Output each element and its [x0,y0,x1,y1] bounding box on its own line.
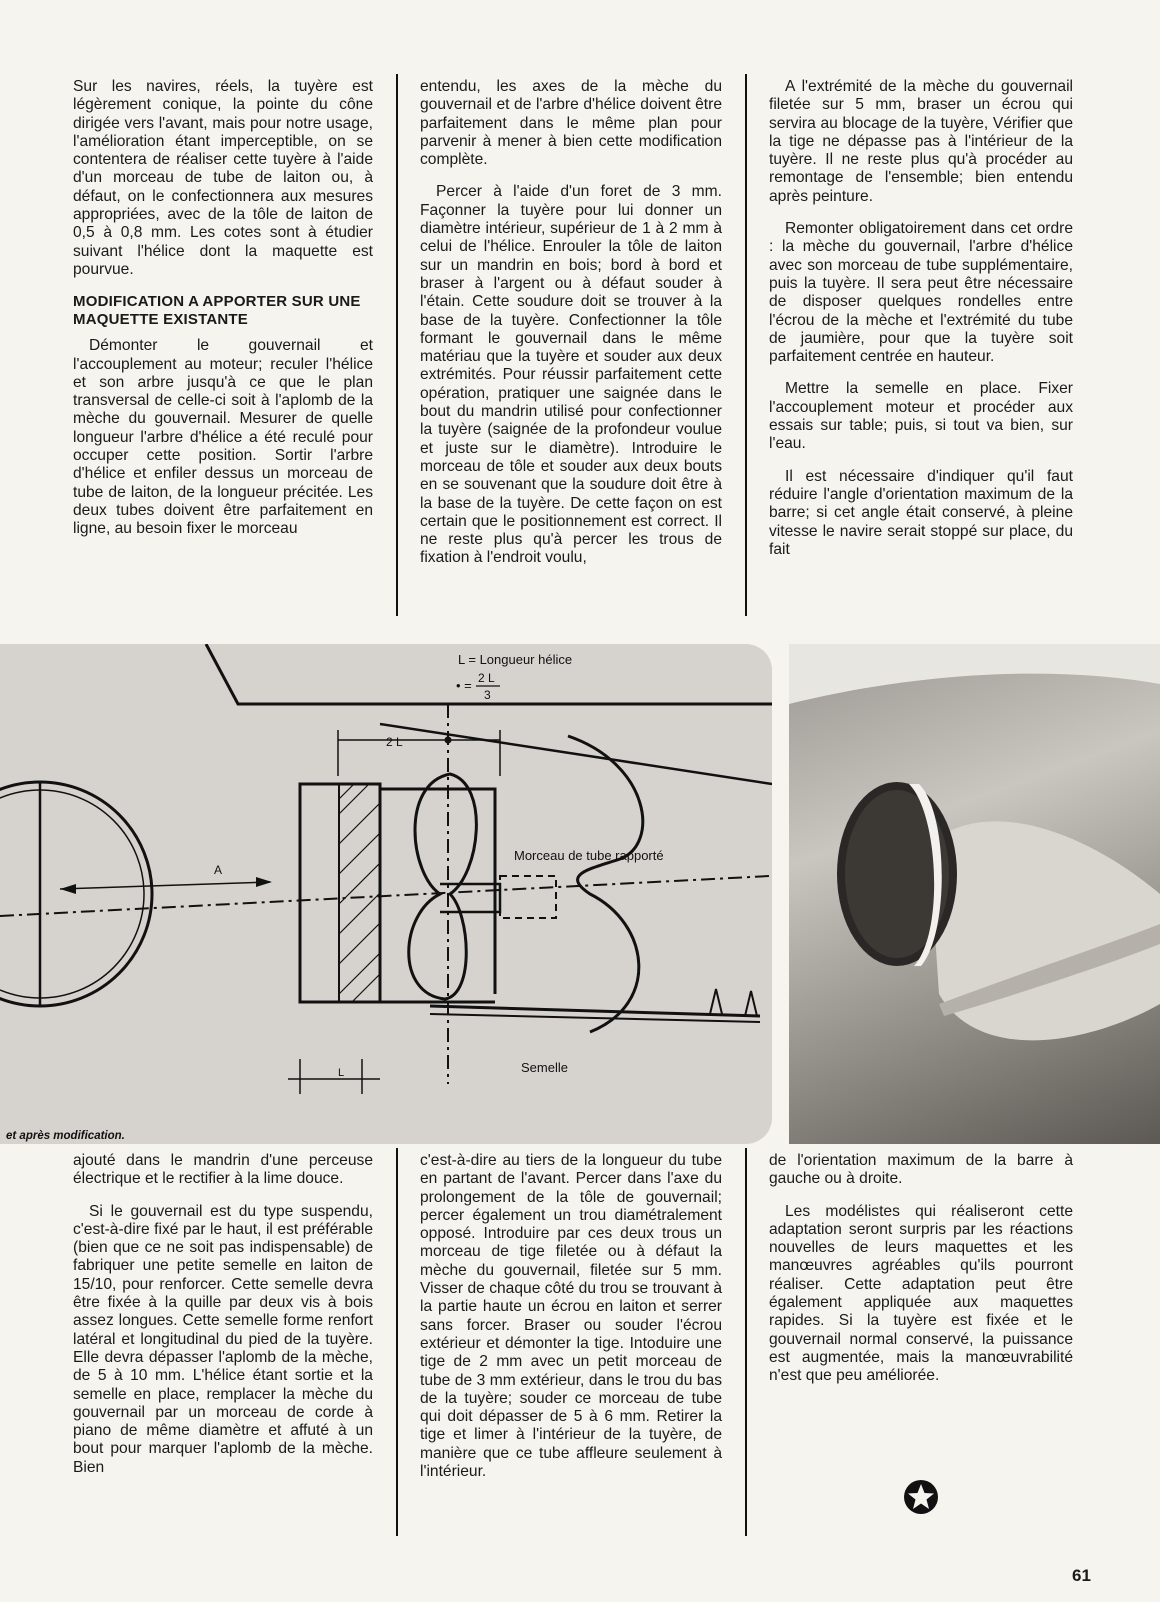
nozzle-photo-drawing [789,644,1160,1144]
technical-drawing [0,644,772,1144]
page-number: 61 [1072,1566,1091,1585]
nozzle-photo [789,644,1160,1144]
paragraph: Les modélistes qui réaliseront cette adaptation seront surpris par les réactions nouvelles de leurs maquettes et les manœuvres agréables qu'ils pourront réaliser. Cette adaptation peut être également appliquée aux maquettes rapides. Si la tuyère est fixée et le gouvernail normal conservé, la puissance est augmentée, mais la manœuvrabilité n'est que peu améliorée. [769,1202,1073,1385]
label-fraction-den: 3 [484,688,491,702]
label-dot-ratio: • = [456,678,472,693]
drawing-svg [0,644,772,1144]
paragraph: Mettre la semelle en place. Fixer l'accouplement moteur et procéder aux essais sur table; puis, si tout va bien, sur l'eau. [769,380,1073,453]
label-dim-2l: 2 L [386,735,403,749]
label-added-tube: Morceau de tube rapporté [514,848,664,863]
column-5 [420,1152,722,1495]
column-rule [745,74,747,616]
label-semelle: Semelle [521,1060,568,1075]
figure-caption: et après modification. [6,1130,125,1142]
paragraph: de l'orientation maximum de la barre à gauche ou à droite. [769,1152,1073,1188]
column-rule [396,1148,398,1536]
label-length: L = Longueur hélice [458,652,573,667]
label-dim-a: A [214,863,223,877]
paragraph: Percer à l'aide d'un foret de 3 mm. Façonner la tuyère pour lui donner un diamètre intérieur, supérieur de 1 à 2 mm à celui de l'hélice. Enrouler la tôle de laiton sur un mandrin en bois; bord à bord et braser à l'argent ou à défaut souder à l'étain. Cette soudure doit se trouver à la base de la tuyère. Confectionner la tôle formant le gouvernail dans le même matériau que la tuyère et souder aux deux extrémités. Pour réussir parfaitement cette opération, pratiquer une saignée dans le bout du mandrin utilisé pour confectionner la tuyère (saignée de la profondeur voulue et juste sur le diamètre). Introduire le morceau de tôle et souder aux deux bouts en se souvenant que la soudure doit être à la base de la tuyère. De cette façon on est certain que le positionnement est correct. Il ne reste plus qu'à percer les trous de fixation à l'endroit voulu, [420,183,722,567]
column-3 [769,78,1073,573]
paragraph: ajouté dans le mandrin d'une perceuse électrique et le rectifier à la lime douce. [73,1152,373,1188]
paragraph: Il est nécessaire d'indiquer qu'il faut réduire l'angle d'orientation maximum de la barre; si cet angle était conservé, à pleine vitesse le navire serait stoppé sur place, du fait [769,467,1073,558]
paragraph: Remonter obligatoirement dans cet ordre : la mèche du gouvernail, l'arbre d'hélice avec son morceau de tube supplémentaire, puis la tuyère. Il sera peut être nécessaire de disposer quelques rondelles entre l'écrou de la mèche et l'extrémité du tube de jaumière, pour que la tuyère soit parfaitement centrée en hauteur. [769,220,1073,366]
column-rule [396,74,398,616]
label-dim-l: L [338,1067,345,1079]
column-6 [769,1152,1073,1400]
star-in-circle-icon [903,1479,939,1520]
column-1 [73,78,373,553]
paragraph: Démonter le gouvernail et l'accouplement au moteur; reculer l'hélice et son arbre jusqu'à ce que le plan transversal de celle-ci soit à l'aplomb de la mèche du gouvernail. Mesurer de quelle longueur l'arbre d'hélice a été reculé pour occuper cette position. Sortir l'arbre d'hélice et enfiler dessus un morceau de tube de laiton, de la longueur précitée. Les deux tubes doivent être parfaitement en ligne, au besoin fixer le morceau [73,337,373,538]
column-2 [420,78,722,582]
paragraph: A l'extrémité de la mèche du gouvernail filetée sur 5 mm, braser un écrou qui servira au blocage de la tuyère, Vérifier que la tige ne dépasse pas à l'intérieur de la tuyère. Il ne reste plus qu'à procéder au remontage de l'ensemble; bien entendu après peinture. [769,78,1073,205]
paragraph: c'est-à-dire au tiers de la longueur du tube en partant de l'avant. Percer dans l'axe du prolongement de la tôle de gouvernail; percer également un trou diamétralement opposé. Introduire par ces deux trous un morceau de tige filetée ou à défaut la mèche du gouvernail, filetée sur 5 mm. Visser de chaque côté du trou se trouvant à la partie haute un écrou en laiton et serrer sans forcer. Braser ou souder l'écrou extérieur et démonter la tige. Intoduire une tige de 2 mm avec un petit morceau de tube de 3 mm extérieur, dans le trou du bas de la tuyère; souder ce morceau de tube qui doit dépasser de 5 à 6 mm. Retirer la tige et limer à l'intérieur de la tuyère, de manière que ce tube affleure seulement à l'intérieur. [420,1152,722,1481]
section-heading: MODIFICATION A APPORTER SUR UNE MAQUETTE EXISTANTE [73,293,361,329]
paragraph: Si le gouvernail est du type suspendu, c'est-à-dire fixé par le haut, il est préférable (bien que ce ne soit pas indispensable) de fabriquer une petite semelle en laiton de 15/10, pour renforcer. Cette semelle devra être fixée à la quille par deux vis à bois assez longues. Cette semelle forme renfort latéral et longitudinal du pied de la tuyère. Elle devra dépasser l'aplomb de la mèche, de 5 à 10 mm. L'hélice étant sortie et la semelle en place, remplacer la mèche du gouvernail par un morceau de corde à piano de même diamètre et affuté à un bout pour marquer l'aplomb de la mèche. Bien [73,1202,373,1476]
paragraph: entendu, les axes de la mèche du gouvernail et de l'arbre d'hélice doivent être parfaitement dans le même plan pour parvenir à mener à bien cette modification complète. [420,78,722,169]
paragraph: Sur les navires, réels, la tuyère est légèrement conique, la pointe du cône dirigée vers l'avant, mais pour notre usage, l'amélioration étant imperceptible, on se contentera de réaliser cette tuyère à l'aide d'un morceau de tube de laiton ou, à défaut, on le confectionnera aux mesures appropriées, avec de la tôle de laiton de 0,5 à 0,8 mm. Les cotes sont à étudier suivant l'hélice dont la maquette est pourvue. [73,78,373,278]
label-fraction-num: 2 L [478,671,495,685]
column-rule [745,1148,747,1536]
column-4 [73,1152,373,1491]
